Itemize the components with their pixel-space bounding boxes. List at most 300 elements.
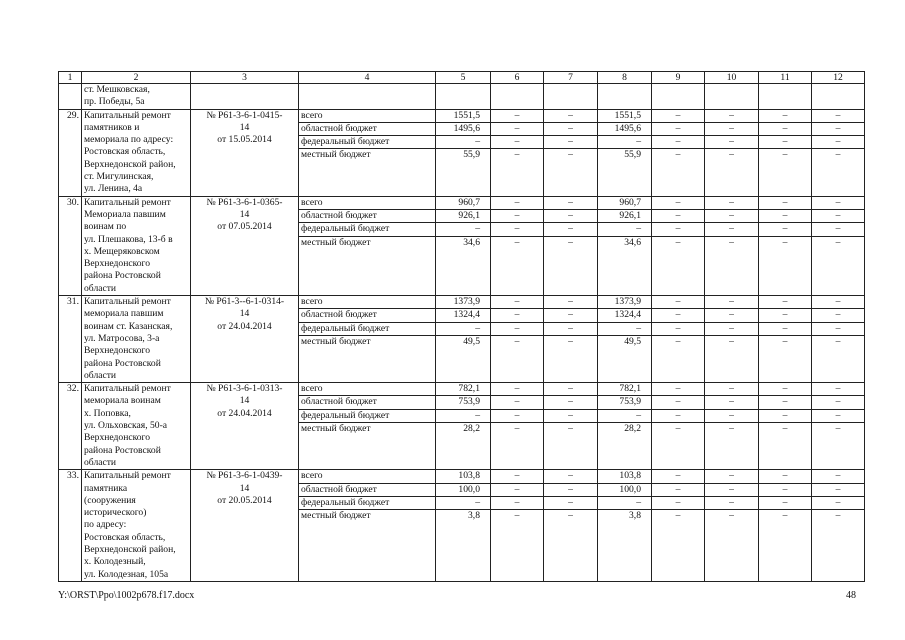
funding-source: федеральный бюджет — [299, 323, 435, 336]
object-row — [59, 296, 865, 383]
value-cell: – — [782, 423, 788, 435]
value-cell: – — [759, 223, 811, 236]
value-cell: – — [812, 110, 864, 123]
column-number-3: 3 — [191, 72, 299, 84]
desc-line: х. Поповка, — [84, 407, 131, 419]
expertise-document — [191, 470, 299, 582]
desc-line: области — [84, 456, 117, 468]
value-cell: – — [812, 497, 864, 510]
value-cell: 100,0 — [598, 484, 651, 497]
value-cell: – — [544, 484, 597, 497]
desc-line: Ростовская область, — [84, 146, 166, 158]
value-cell: – — [705, 197, 758, 210]
value-cell: – — [705, 110, 758, 123]
value-column-7 — [544, 196, 598, 295]
value-column-6 — [491, 196, 544, 295]
value-cell: – — [812, 410, 864, 423]
desc-line: ул. Ленина, 4а — [84, 183, 143, 195]
value-cell: – — [705, 470, 758, 483]
value-cell: – — [782, 236, 788, 248]
value-cell: 1495,6 — [598, 123, 651, 136]
column-number-8: 8 — [598, 72, 652, 84]
value-cell: – — [491, 484, 543, 497]
funding-source: местный бюджет — [301, 510, 371, 522]
value-column-10 — [705, 196, 759, 295]
doc-line: 14 — [239, 308, 250, 320]
value-cell: – — [759, 323, 811, 336]
object-description — [82, 109, 191, 196]
value-cell: – — [652, 210, 704, 223]
desc-line: х. Колодезный, — [84, 556, 146, 568]
value-cell: – — [812, 210, 864, 223]
row-number: 33. — [59, 470, 82, 582]
value-cell: – — [705, 136, 758, 149]
value-cell: – — [759, 497, 811, 510]
value-column-11 — [759, 383, 812, 470]
value-cell: – — [652, 296, 704, 309]
desc-line: мемориала павшим — [84, 308, 164, 320]
value-cell: 49,5 — [624, 335, 641, 347]
value-column-5 — [436, 470, 491, 582]
value-cell: – — [705, 396, 758, 409]
value-cell: 34,6 — [624, 236, 641, 248]
doc-line: № Р61-3-6-1-0439- — [206, 470, 283, 482]
desc-line: ул. Ольховская, 50-а — [84, 420, 168, 432]
value-cell: – — [598, 136, 651, 149]
value-column-10 — [705, 383, 759, 470]
value-cell: – — [544, 383, 597, 396]
desc-line: Ростовская область, — [84, 531, 166, 543]
expertise-document — [191, 383, 299, 470]
expertise-document — [191, 196, 299, 295]
doc-line: № Р61-3-6-1-0415- — [206, 109, 283, 121]
value-cell: – — [514, 236, 520, 248]
value-cell: – — [759, 396, 811, 409]
value-cell: – — [812, 484, 864, 497]
value-cell: – — [568, 423, 573, 435]
value-column-9 — [652, 296, 705, 383]
value-cell: – — [835, 423, 841, 435]
funding-sources — [299, 109, 436, 196]
desc-line: Капитальный ремонт — [84, 383, 171, 395]
continuation-empty — [191, 84, 299, 110]
continuation-empty — [436, 84, 491, 110]
value-cell: – — [759, 296, 811, 309]
value-cell: – — [812, 470, 864, 483]
value-column-9 — [652, 196, 705, 295]
column-number-6: 6 — [491, 72, 544, 84]
value-cell: – — [436, 410, 490, 423]
row-number: 31. — [59, 296, 82, 383]
value-cell: – — [598, 410, 651, 423]
value-cell: – — [675, 149, 681, 161]
continuation-empty — [299, 84, 436, 110]
value-cell: – — [759, 309, 811, 322]
value-column-6 — [491, 109, 544, 196]
continuation-empty — [812, 84, 865, 110]
value-column-10 — [705, 470, 759, 582]
doc-line: № Р61-3-6-1-0365- — [206, 196, 283, 208]
value-column-5 — [436, 383, 491, 470]
value-column-9 — [652, 109, 705, 196]
value-cell: – — [759, 110, 811, 123]
desc-line: района Ростовской — [84, 270, 161, 282]
value-cell: – — [812, 123, 864, 136]
value-cell: 1324,4 — [436, 309, 490, 322]
value-cell: 34,6 — [463, 236, 480, 248]
value-cell: – — [705, 296, 758, 309]
value-column-12 — [812, 296, 865, 383]
doc-line: от 20.05.2014 — [217, 494, 272, 506]
funding-source: федеральный бюджет — [299, 497, 435, 510]
doc-line: № Р61-3--6-1-0314- — [204, 296, 285, 308]
value-cell: – — [544, 110, 597, 123]
value-cell: – — [598, 497, 651, 510]
desc-line: Капитальный ремонт — [84, 470, 171, 482]
value-column-6 — [491, 383, 544, 470]
value-cell: – — [705, 309, 758, 322]
desc-line: (сооружения — [84, 494, 136, 506]
value-cell: – — [812, 309, 864, 322]
value-cell: 55,9 — [463, 149, 480, 161]
funding-sources — [299, 470, 436, 582]
value-cell: 1373,9 — [598, 296, 651, 309]
value-cell: – — [652, 136, 704, 149]
value-cell: 28,2 — [624, 423, 641, 435]
object-row — [59, 470, 865, 582]
value-cell: – — [491, 323, 543, 336]
desc-line: Верхнедонской район, — [84, 543, 176, 555]
value-cell: – — [812, 296, 864, 309]
continuation-empty — [652, 84, 705, 110]
value-cell: – — [568, 335, 573, 347]
value-cell: – — [835, 149, 841, 161]
funding-source: областной бюджет — [299, 210, 435, 223]
value-cell: – — [544, 197, 597, 210]
funding-source: всего — [299, 197, 435, 210]
value-cell: – — [675, 423, 681, 435]
value-column-8 — [598, 383, 652, 470]
value-column-10 — [705, 109, 759, 196]
desc-line: Верхнедонского — [84, 345, 151, 357]
footer-file-path: Y:\ORST\Ppo\1002p678.f17.docx — [58, 590, 195, 601]
row-number: 29. — [59, 109, 82, 196]
value-cell: – — [705, 210, 758, 223]
continuation-empty — [705, 84, 759, 110]
funding-source: федеральный бюджет — [299, 223, 435, 236]
continuation-desc — [82, 84, 191, 110]
value-cell: – — [544, 223, 597, 236]
funding-source: областной бюджет — [299, 309, 435, 322]
value-cell: – — [675, 236, 681, 248]
desc-line: области — [84, 369, 117, 381]
value-cell: – — [491, 123, 543, 136]
value-cell: – — [729, 510, 734, 522]
object-description — [82, 196, 191, 295]
value-cell: – — [491, 497, 543, 510]
value-column-11 — [759, 196, 812, 295]
row-number: 32. — [59, 383, 82, 470]
value-column-7 — [544, 470, 598, 582]
column-number-9: 9 — [652, 72, 705, 84]
desc-line: по адресу: — [84, 519, 127, 531]
value-column-12 — [812, 196, 865, 295]
desc-line: района Ростовской — [84, 357, 161, 369]
value-cell: – — [759, 470, 811, 483]
column-number-2: 2 — [82, 72, 191, 84]
column-number-row — [59, 72, 865, 84]
object-description — [82, 383, 191, 470]
desc-line: воинам по — [84, 221, 127, 233]
column-number-10: 10 — [705, 72, 759, 84]
value-cell: – — [491, 410, 543, 423]
funding-source: всего — [299, 110, 435, 123]
expertise-document — [191, 109, 299, 196]
value-cell: – — [652, 223, 704, 236]
value-cell: 55,9 — [624, 149, 641, 161]
value-cell: 49,5 — [463, 335, 480, 347]
funding-source: федеральный бюджет — [299, 136, 435, 149]
value-cell: – — [759, 123, 811, 136]
value-cell: – — [491, 396, 543, 409]
continuation-empty — [491, 84, 544, 110]
column-number-4: 4 — [299, 72, 436, 84]
value-cell: – — [652, 123, 704, 136]
value-cell: – — [491, 136, 543, 149]
value-cell: – — [544, 210, 597, 223]
value-cell: – — [812, 323, 864, 336]
value-column-6 — [491, 296, 544, 383]
value-cell: – — [675, 510, 681, 522]
row-number: 30. — [59, 196, 82, 295]
funding-source: федеральный бюджет — [299, 410, 435, 423]
value-cell: – — [544, 410, 597, 423]
desc-line: х. Мещеряковском — [84, 245, 160, 257]
value-cell: 782,1 — [436, 383, 490, 396]
value-cell: 782,1 — [598, 383, 651, 396]
value-cell: 1495,6 — [436, 123, 490, 136]
funding-source: областной бюджет — [299, 396, 435, 409]
desc-line: ст. Мешковская, — [84, 84, 150, 95]
value-cell: – — [544, 309, 597, 322]
desc-line: памятников и — [84, 121, 140, 133]
value-cell: – — [436, 497, 490, 510]
value-column-12 — [812, 109, 865, 196]
value-cell: – — [514, 510, 520, 522]
column-number-1: 1 — [59, 72, 82, 84]
value-column-11 — [759, 109, 812, 196]
value-cell: – — [491, 309, 543, 322]
desc-line: ст. Мигулинская, — [84, 171, 154, 183]
value-cell: 753,9 — [598, 396, 651, 409]
column-number-5: 5 — [436, 72, 491, 84]
value-cell: – — [491, 197, 543, 210]
value-column-8 — [598, 109, 652, 196]
value-cell: – — [705, 323, 758, 336]
value-column-11 — [759, 470, 812, 582]
value-cell: 753,9 — [436, 396, 490, 409]
desc-line: Мемориала павшим — [84, 208, 166, 220]
funding-sources — [299, 383, 436, 470]
value-cell: 103,8 — [598, 470, 651, 483]
funding-sources — [299, 296, 436, 383]
value-cell: – — [598, 223, 651, 236]
value-cell: – — [491, 383, 543, 396]
desc-line: воинам ст. Казанская, — [84, 320, 173, 332]
value-cell: – — [491, 470, 543, 483]
value-cell: – — [705, 497, 758, 510]
value-cell: – — [705, 383, 758, 396]
value-cell: – — [652, 484, 704, 497]
value-column-6 — [491, 470, 544, 582]
desc-line: ул. Плешакова, 13-б в — [84, 233, 173, 245]
footer-page-number: 48 — [846, 590, 856, 601]
value-column-8 — [598, 296, 652, 383]
funding-source: областной бюджет — [299, 123, 435, 136]
funding-table — [58, 71, 865, 582]
value-column-5 — [436, 296, 491, 383]
value-cell: – — [568, 236, 573, 248]
value-cell: – — [568, 510, 573, 522]
doc-line: от 07.05.2014 — [217, 221, 272, 233]
desc-line: района Ростовской — [84, 444, 161, 456]
value-cell: – — [812, 197, 864, 210]
desc-line: мемориала по адресу: — [84, 134, 174, 146]
value-cell: 960,7 — [598, 197, 651, 210]
value-cell: – — [729, 149, 734, 161]
value-cell: – — [491, 296, 543, 309]
object-description — [82, 296, 191, 383]
desc-line: Верхнедонской район, — [84, 158, 176, 170]
value-column-12 — [812, 383, 865, 470]
doc-line: 14 — [239, 208, 250, 220]
continuation-empty — [759, 84, 812, 110]
value-cell: – — [835, 335, 841, 347]
doc-line: от 24.04.2014 — [217, 320, 272, 332]
doc-line: 14 — [239, 395, 250, 407]
desc-line: пр. Победы, 5а — [84, 96, 145, 108]
value-cell: – — [759, 484, 811, 497]
expertise-document — [191, 296, 299, 383]
value-column-7 — [544, 296, 598, 383]
value-cell: – — [544, 470, 597, 483]
value-column-7 — [544, 109, 598, 196]
value-cell: 960,7 — [436, 197, 490, 210]
value-cell: – — [705, 123, 758, 136]
funding-source: местный бюджет — [301, 335, 371, 347]
value-cell: – — [598, 323, 651, 336]
doc-line: 14 — [239, 482, 250, 494]
value-cell: – — [812, 383, 864, 396]
value-cell: – — [652, 396, 704, 409]
desc-line: памятника — [84, 482, 128, 494]
value-column-11 — [759, 296, 812, 383]
value-cell: – — [652, 110, 704, 123]
value-cell: – — [544, 136, 597, 149]
value-cell: 103,8 — [436, 470, 490, 483]
value-cell: – — [652, 323, 704, 336]
value-cell: – — [544, 296, 597, 309]
value-cell: 100,0 — [436, 484, 490, 497]
column-number-11: 11 — [759, 72, 812, 84]
value-cell: – — [514, 423, 520, 435]
funding-source: всего — [299, 296, 435, 309]
value-column-5 — [436, 196, 491, 295]
value-cell: – — [782, 510, 788, 522]
value-cell: – — [759, 410, 811, 423]
value-cell: – — [436, 136, 490, 149]
value-cell: – — [544, 323, 597, 336]
value-cell: – — [782, 149, 788, 161]
value-cell: – — [514, 335, 520, 347]
object-description — [82, 470, 191, 582]
desc-line: области — [84, 282, 117, 294]
value-column-8 — [598, 470, 652, 582]
value-cell: – — [759, 136, 811, 149]
funding-source: местный бюджет — [301, 149, 371, 161]
value-cell: – — [652, 410, 704, 423]
desc-line: Верхнедонского — [84, 258, 151, 270]
value-cell: – — [652, 383, 704, 396]
value-column-5 — [436, 109, 491, 196]
column-number-12: 12 — [812, 72, 865, 84]
continuation-empty — [544, 84, 598, 110]
value-cell: – — [544, 396, 597, 409]
desc-line: ул. Матросова, 3-а — [84, 332, 160, 344]
value-cell: – — [544, 497, 597, 510]
value-cell: 1373,9 — [436, 296, 490, 309]
desc-line: мемориала воинам — [84, 395, 161, 407]
value-cell: – — [705, 410, 758, 423]
value-cell: – — [729, 423, 734, 435]
value-cell: – — [652, 309, 704, 322]
desc-line: исторического) — [84, 507, 147, 519]
value-cell: – — [652, 470, 704, 483]
object-row — [59, 196, 865, 295]
value-column-9 — [652, 470, 705, 582]
value-cell: – — [759, 210, 811, 223]
value-cell: – — [544, 123, 597, 136]
value-cell: – — [705, 484, 758, 497]
continuation-empty — [598, 84, 652, 110]
value-cell: – — [652, 497, 704, 510]
value-column-8 — [598, 196, 652, 295]
object-row — [59, 109, 865, 196]
value-cell: 3,8 — [629, 510, 641, 522]
value-cell: 28,2 — [463, 423, 480, 435]
desc-line: Верхнедонского — [84, 432, 151, 444]
value-cell: – — [675, 335, 681, 347]
value-column-10 — [705, 296, 759, 383]
funding-source: местный бюджет — [301, 236, 371, 248]
desc-line: ул. Колодезная, 105а — [84, 568, 169, 580]
funding-source: всего — [299, 470, 435, 483]
value-cell: – — [759, 197, 811, 210]
value-cell: 1551,5 — [436, 110, 490, 123]
value-cell: 3,8 — [468, 510, 480, 522]
value-cell: – — [514, 149, 520, 161]
value-cell: – — [835, 236, 841, 248]
desc-line: Капитальный ремонт — [84, 296, 171, 308]
value-cell: – — [835, 510, 841, 522]
value-cell: – — [491, 210, 543, 223]
doc-line: № Р61-3-6-1-0313- — [206, 383, 283, 395]
value-cell: – — [705, 223, 758, 236]
desc-line: Капитальный ремонт — [84, 109, 171, 121]
value-cell: – — [652, 197, 704, 210]
funding-source: областной бюджет — [299, 484, 435, 497]
value-cell: – — [568, 149, 573, 161]
